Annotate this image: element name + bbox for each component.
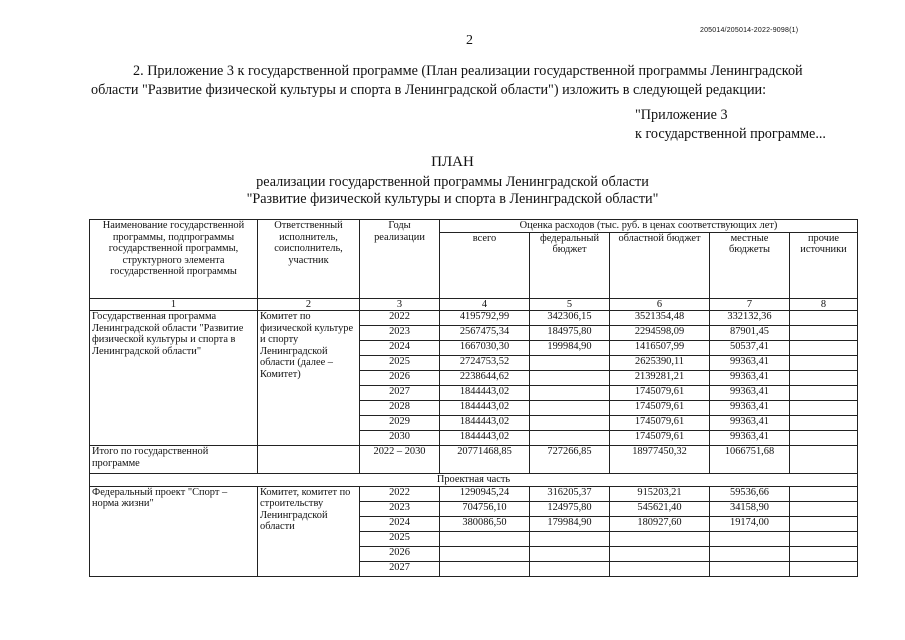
program-name: Государственная программа Ленинградской области "Развитие физической культуры и спорта в Ленинградской области" [90, 311, 258, 446]
project-name: Федеральный проект "Спорт – норма жизни" [90, 486, 258, 576]
total-cell: 380086,50 [440, 516, 530, 531]
program-year-row [90, 311, 858, 326]
year-cell: 2026 [360, 546, 440, 561]
total-federal-cell: 727266,85 [530, 446, 610, 474]
regional-cell: 2625390,11 [610, 356, 710, 371]
regional-cell: 1745079,61 [610, 416, 710, 431]
column-number: 2 [258, 298, 360, 311]
other-cell [790, 501, 858, 516]
year-cell: 2026 [360, 371, 440, 386]
appendix-line-1: "Приложение 3 [635, 107, 728, 123]
federal-cell [530, 561, 610, 576]
federal-cell [530, 416, 610, 431]
header-regional: областной бюджет [610, 232, 710, 298]
plan-subtitle-line-1: реализации государственной программы Ленинградской области [256, 174, 649, 190]
federal-cell: 199984,90 [530, 341, 610, 356]
year-cell: 2025 [360, 531, 440, 546]
total-cell: 1290945,24 [440, 486, 530, 501]
other-cell [790, 401, 858, 416]
other-cell [790, 516, 858, 531]
total-cell: 1844443,02 [440, 401, 530, 416]
other-cell [790, 341, 858, 356]
header-estimate: Оценка расходов (тыс. руб. в ценах соответствующих лет) [440, 220, 858, 233]
federal-cell [530, 546, 610, 561]
local-cell [710, 531, 790, 546]
other-cell [790, 486, 858, 501]
local-cell: 87901,45 [710, 326, 790, 341]
year-cell: 2027 [360, 561, 440, 576]
local-cell: 19174,00 [710, 516, 790, 531]
year-cell: 2025 [360, 356, 440, 371]
plan-subtitle [0, 174, 905, 208]
header-other: прочие источники [790, 232, 858, 298]
regional-cell: 1745079,61 [610, 386, 710, 401]
local-cell: 99363,41 [710, 356, 790, 371]
federal-cell: 179984,90 [530, 516, 610, 531]
local-cell [710, 561, 790, 576]
regional-cell: 915203,21 [610, 486, 710, 501]
regional-cell: 2139281,21 [610, 371, 710, 386]
regional-cell [610, 561, 710, 576]
plan-subtitle-line-2: "Развитие физической культуры и спорта в Ленинградской области" [246, 191, 659, 207]
column-number: 7 [710, 298, 790, 311]
total-cell [440, 546, 530, 561]
plan-title: ПЛАН [431, 154, 474, 170]
other-cell [790, 326, 858, 341]
document-id: 205014/205014-2022-9098(1) [700, 27, 799, 34]
federal-cell [530, 386, 610, 401]
total-cell: 1667030,30 [440, 341, 530, 356]
federal-cell [530, 356, 610, 371]
regional-cell [610, 531, 710, 546]
federal-cell: 124975,80 [530, 501, 610, 516]
year-cell: 2024 [360, 341, 440, 356]
other-cell [790, 356, 858, 371]
local-cell: 99363,41 [710, 371, 790, 386]
local-cell [710, 546, 790, 561]
local-cell: 99363,41 [710, 401, 790, 416]
local-cell: 50537,41 [710, 341, 790, 356]
other-cell [790, 546, 858, 561]
total-local-cell: 1066751,68 [710, 446, 790, 474]
year-cell: 2028 [360, 401, 440, 416]
total-row [90, 446, 858, 474]
year-cell: 2023 [360, 326, 440, 341]
total-cell: 1844443,02 [440, 431, 530, 446]
local-cell: 99363,41 [710, 431, 790, 446]
section-label: Проектная часть [90, 474, 858, 487]
total-regional-cell: 18977450,32 [610, 446, 710, 474]
column-number: 5 [530, 298, 610, 311]
total-cell: 2567475,34 [440, 326, 530, 341]
plan-table [89, 219, 858, 577]
local-cell: 34158,90 [710, 501, 790, 516]
regional-cell: 1416507,99 [610, 341, 710, 356]
other-cell [790, 561, 858, 576]
other-cell [790, 311, 858, 326]
total-cell [440, 531, 530, 546]
local-cell: 99363,41 [710, 386, 790, 401]
total-total-cell: 20771468,85 [440, 446, 530, 474]
federal-cell [530, 371, 610, 386]
program-executor: Комитет по физической культуре и спорту Ленинградской области (далее – Комитет) [258, 311, 360, 446]
header-federal: федеральный бюджет [530, 232, 610, 298]
section-row [90, 474, 858, 487]
year-cell: 2022 [360, 486, 440, 501]
header-row [90, 220, 858, 233]
project-executor: Комитет, комитет по строительству Ленинградской области [258, 486, 360, 576]
column-number: 4 [440, 298, 530, 311]
year-cell: 2030 [360, 431, 440, 446]
header-total: всего [440, 232, 530, 298]
local-cell: 59536,66 [710, 486, 790, 501]
column-number: 8 [790, 298, 858, 311]
federal-cell: 342306,15 [530, 311, 610, 326]
regional-cell: 545621,40 [610, 501, 710, 516]
other-cell [790, 431, 858, 446]
federal-cell [530, 531, 610, 546]
other-cell [790, 386, 858, 401]
header-executor: Ответственный исполнитель, соисполнитель, участник [258, 220, 360, 299]
total-cell: 2238644,62 [440, 371, 530, 386]
total-cell: 1844443,02 [440, 416, 530, 431]
year-cell: 2023 [360, 501, 440, 516]
other-cell [790, 371, 858, 386]
regional-cell [610, 546, 710, 561]
total-cell: 1844443,02 [440, 386, 530, 401]
page-number: 2 [466, 33, 473, 48]
total-other-cell [790, 446, 858, 474]
federal-cell: 184975,80 [530, 326, 610, 341]
appendix-line-2: к государственной программе... [635, 126, 826, 142]
column-number: 3 [360, 298, 440, 311]
column-number-row [90, 298, 858, 311]
other-cell [790, 531, 858, 546]
total-label: Итого по государственной программе [90, 446, 258, 474]
regional-cell: 180927,60 [610, 516, 710, 531]
local-cell: 332132,36 [710, 311, 790, 326]
other-cell [790, 416, 858, 431]
regional-cell: 3521354,48 [610, 311, 710, 326]
regional-cell: 1745079,61 [610, 401, 710, 416]
project-year-row [90, 486, 858, 501]
column-number: 6 [610, 298, 710, 311]
total-cell: 4195792,99 [440, 311, 530, 326]
local-cell: 99363,41 [710, 416, 790, 431]
year-cell: 2024 [360, 516, 440, 531]
total-executor-cell [258, 446, 360, 474]
header-local: местные бюджеты [710, 232, 790, 298]
intro-paragraph: 2. Приложение 3 к государственной программе (План реализации государственной программы Ленинградской области "Развитие физической культуры и спорта в Ленинградской области") изложить в следующей редакции: [91, 63, 803, 98]
regional-cell: 1745079,61 [610, 431, 710, 446]
federal-cell [530, 401, 610, 416]
total-cell: 704756,10 [440, 501, 530, 516]
year-cell: 2027 [360, 386, 440, 401]
federal-cell: 316205,37 [530, 486, 610, 501]
year-cell: 2029 [360, 416, 440, 431]
total-cell [440, 561, 530, 576]
total-years-cell: 2022 – 2030 [360, 446, 440, 474]
total-cell: 2724753,52 [440, 356, 530, 371]
regional-cell: 2294598,09 [610, 326, 710, 341]
federal-cell [530, 431, 610, 446]
column-number: 1 [90, 298, 258, 311]
header-years: Годы реализации [360, 220, 440, 299]
header-name: Наименование государственной программы, подпрограммы государственной программы, структурного элемента государственной программы [90, 220, 258, 299]
appendix-reference [635, 106, 826, 144]
year-cell: 2022 [360, 311, 440, 326]
